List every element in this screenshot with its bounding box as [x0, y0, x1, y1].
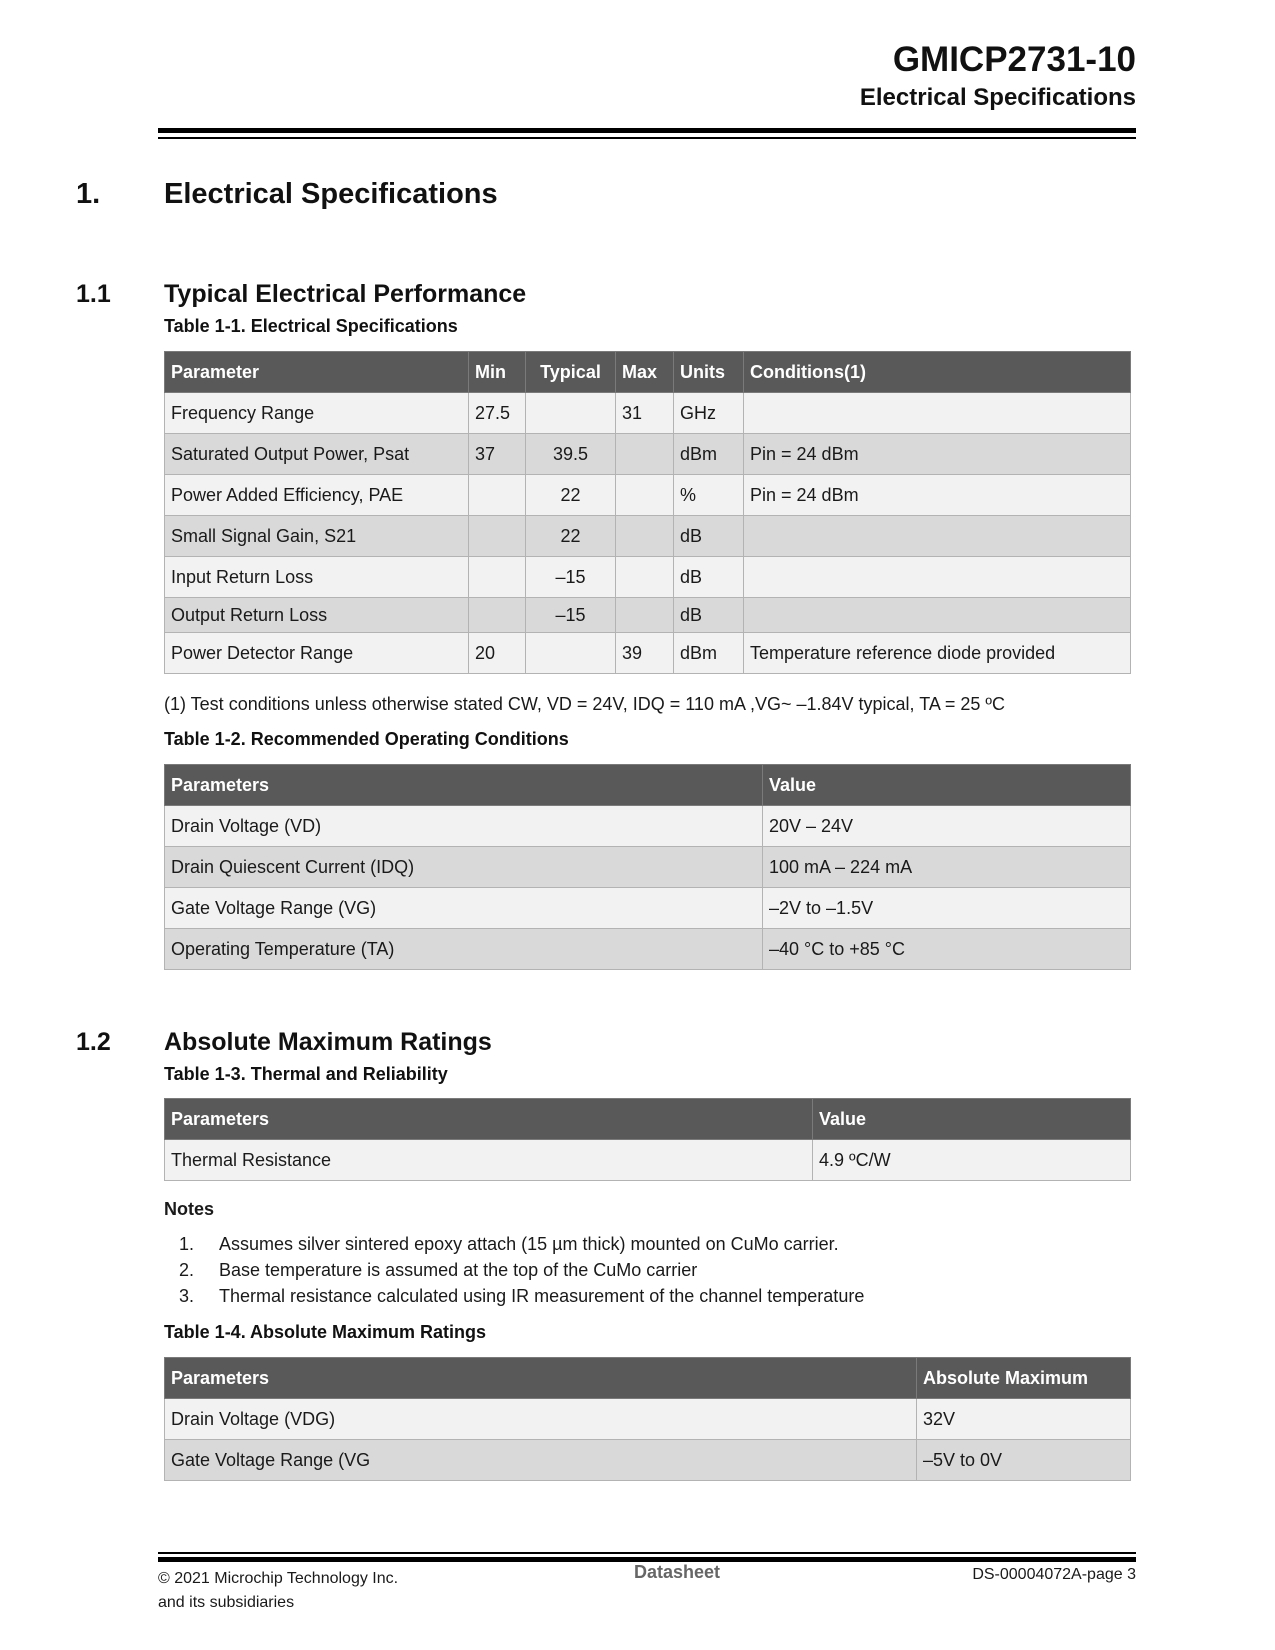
- table-row: [165, 598, 1131, 633]
- column-header: Parameter: [165, 352, 469, 393]
- table-cell: –15: [526, 557, 616, 598]
- table-cell: Operating Temperature (TA): [165, 929, 763, 970]
- table-footnote: (1) Test conditions unless otherwise stated CW, VD = 24V, IDQ = 110 mA ,VG~ –1.84V typical, TA = 25 ºC: [164, 694, 1006, 714]
- table-cell: Frequency Range: [165, 393, 469, 434]
- table-cell: [616, 516, 674, 557]
- footer-subsidiaries: and its subsidiaries: [158, 1594, 295, 1611]
- footer-rule-thin: [158, 1552, 1136, 1554]
- table-cell: 22: [526, 475, 616, 516]
- section-heading: Electrical Specifications: [164, 178, 498, 210]
- column-header: Value: [813, 1099, 1131, 1140]
- subsection-number: 1.1: [76, 280, 111, 308]
- table-cell: %: [674, 475, 744, 516]
- column-header: Parameters: [165, 1099, 813, 1140]
- table-cell: [616, 598, 674, 633]
- table-cell: dB: [674, 557, 744, 598]
- table-cell: [744, 393, 1131, 434]
- note-number: 3.: [179, 1286, 195, 1306]
- table-cell: [616, 434, 674, 475]
- note-text: Thermal resistance calculated using IR measurement of the channel temperature: [219, 1286, 865, 1306]
- table-cell: Pin = 24 dBm: [744, 475, 1131, 516]
- table-caption: Table 1-1. Electrical Specifications: [164, 316, 458, 336]
- table-caption: Table 1-3. Thermal and Reliability: [164, 1064, 448, 1084]
- table-cell: Gate Voltage Range (VG): [165, 888, 763, 929]
- table-cell: 20V – 24V: [763, 806, 1131, 847]
- table-cell: Drain Voltage (VD): [165, 806, 763, 847]
- table-cell: Pin = 24 dBm: [744, 434, 1131, 475]
- table-cell: Power Added Efficiency, PAE: [165, 475, 469, 516]
- table-cell: 100 mA – 224 mA: [763, 847, 1131, 888]
- table-header-row: [165, 1099, 1131, 1140]
- table-header-row: [165, 1358, 1131, 1399]
- table-header-row: [165, 765, 1131, 806]
- table-caption: Table 1-4. Absolute Maximum Ratings: [164, 1322, 487, 1342]
- table-cell: dBm: [674, 633, 744, 674]
- table-caption: Table 1-2. Recommended Operating Conditions: [164, 729, 569, 749]
- table-cell: [744, 557, 1131, 598]
- footer-copyright: © 2021 Microchip Technology Inc.: [158, 1570, 399, 1587]
- table-cell: 32V: [917, 1399, 1131, 1440]
- note-text: Base temperature is assumed at the top of the CuMo carrier: [219, 1260, 698, 1280]
- note-number: 2.: [179, 1260, 195, 1280]
- table-row: [165, 847, 1131, 888]
- absolute-maximum-ratings-table: [164, 1357, 1131, 1481]
- table-cell: dB: [674, 516, 744, 557]
- table-row: [165, 434, 1131, 475]
- table-cell: Gate Voltage Range (VG: [165, 1440, 917, 1481]
- table-cell: 22: [526, 516, 616, 557]
- column-header: Units: [674, 352, 744, 393]
- table-cell: Input Return Loss: [165, 557, 469, 598]
- notes-title: Notes: [164, 1199, 215, 1219]
- table-cell: 20: [469, 633, 526, 674]
- subsection-number: 1.2: [76, 1028, 111, 1056]
- table-cell: [744, 516, 1131, 557]
- table-cell: Thermal Resistance: [165, 1140, 813, 1181]
- table-cell: 39: [616, 633, 674, 674]
- table-cell: Small Signal Gain, S21: [165, 516, 469, 557]
- thermal-reliability-table: [164, 1098, 1131, 1181]
- table-row: [165, 1399, 1131, 1440]
- table-row: [165, 1440, 1131, 1481]
- table-cell: [469, 516, 526, 557]
- table-cell: dB: [674, 598, 744, 633]
- table-row: [165, 929, 1131, 970]
- column-header: Parameters: [165, 1358, 917, 1399]
- column-header: Absolute Maximum: [917, 1358, 1131, 1399]
- column-header: Conditions(1): [744, 352, 1131, 393]
- column-header: Value: [763, 765, 1131, 806]
- table-cell: –40 °C to +85 °C: [763, 929, 1131, 970]
- note-text: Assumes silver sintered epoxy attach (15 µm thick) mounted on CuMo carrier.: [219, 1234, 839, 1254]
- table-cell: Drain Quiescent Current (IDQ): [165, 847, 763, 888]
- table-cell: [469, 475, 526, 516]
- footer-page-number: DS-00004072A-page 3: [972, 1566, 1136, 1583]
- table-row: [165, 633, 1131, 674]
- table-row: [165, 888, 1131, 929]
- table-row: [165, 1140, 1131, 1181]
- table-header-row: [165, 352, 1131, 393]
- table-cell: Power Detector Range: [165, 633, 469, 674]
- electrical-specifications-table: [164, 351, 1131, 674]
- column-header: Max: [616, 352, 674, 393]
- column-header: Parameters: [165, 765, 763, 806]
- table-cell: [526, 393, 616, 434]
- header-rule-thin: [158, 137, 1136, 139]
- table-cell: [616, 475, 674, 516]
- table-cell: Temperature reference diode provided: [744, 633, 1131, 674]
- subsection-heading: Typical Electrical Performance: [164, 280, 527, 308]
- table-row: [165, 516, 1131, 557]
- document-title: GMICP2731-10: [892, 40, 1136, 79]
- table-cell: [616, 557, 674, 598]
- table-cell: [744, 598, 1131, 633]
- table-row: [165, 393, 1131, 434]
- table-cell: dBm: [674, 434, 744, 475]
- table-cell: 31: [616, 393, 674, 434]
- table-cell: 4.9 ºC/W: [813, 1140, 1131, 1181]
- recommended-operating-conditions-table: [164, 764, 1131, 970]
- table-cell: [469, 598, 526, 633]
- table-cell: [526, 633, 616, 674]
- table-cell: GHz: [674, 393, 744, 434]
- table-cell: Drain Voltage (VDG): [165, 1399, 917, 1440]
- table-cell: 27.5: [469, 393, 526, 434]
- header-section-title: Electrical Specifications: [859, 84, 1136, 111]
- table-cell: [469, 557, 526, 598]
- table-cell: 37: [469, 434, 526, 475]
- table-cell: –15: [526, 598, 616, 633]
- table-cell: 39.5: [526, 434, 616, 475]
- header-rule-thick: [158, 128, 1136, 133]
- table-cell: –2V to –1.5V: [763, 888, 1131, 929]
- column-header: Typical: [526, 352, 616, 393]
- table-cell: –5V to 0V: [917, 1440, 1131, 1481]
- column-header: Min: [469, 352, 526, 393]
- footer-doc-type: Datasheet: [634, 1562, 721, 1582]
- subsection-heading: Absolute Maximum Ratings: [164, 1028, 492, 1056]
- table-row: [165, 557, 1131, 598]
- table-row: [165, 806, 1131, 847]
- section-number: 1.: [76, 178, 101, 210]
- table-row: [165, 475, 1131, 516]
- table-cell: Saturated Output Power, Psat: [165, 434, 469, 475]
- table-cell: Output Return Loss: [165, 598, 469, 633]
- note-number: 1.: [179, 1234, 195, 1254]
